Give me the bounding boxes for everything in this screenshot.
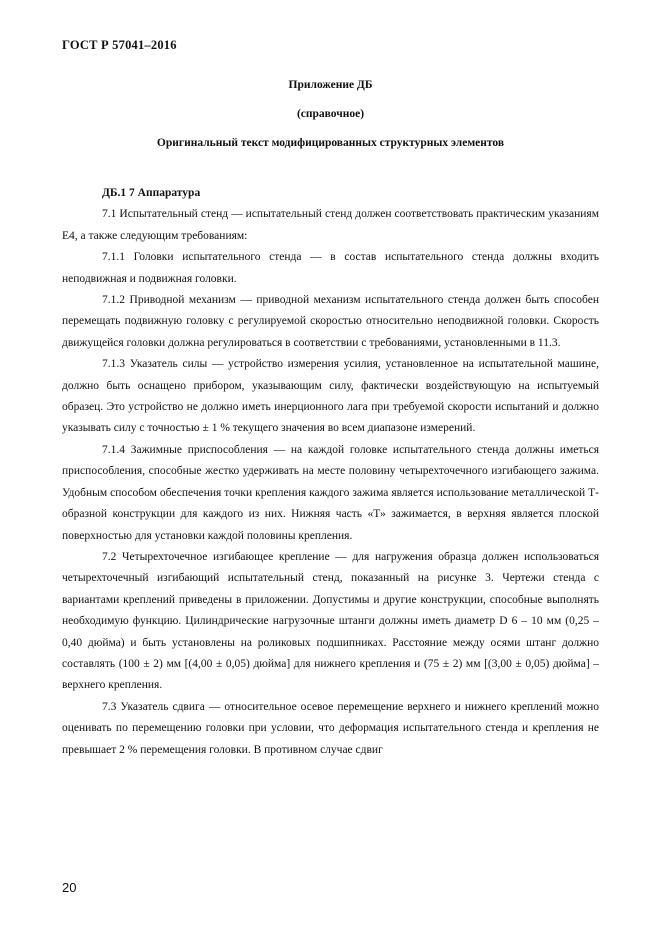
appendix-subject: Оригинальный текст модифицированных структурных элементов xyxy=(156,137,505,149)
appendix-type: (справочное) xyxy=(296,108,365,120)
section-heading: ДБ.1 7 Аппаратура xyxy=(102,187,201,199)
paragraph-7-1: 7.1 Испытательный стенд — испытательный стенд должен соответствовать практическим указаниям E4, а также следующим требованиям: xyxy=(62,208,599,242)
paragraph-7-1-1: 7.1.1 Головки испытательного стенда — в состав испытательного стенда должны входить неподвижная и подвижная головки. xyxy=(62,251,599,285)
standard-header: ГОСТ Р 57041–2016 xyxy=(62,38,177,52)
paragraph-7-1-2: 7.1.2 Приводной механизм — приводной механизм испытательного стенда должен быть способен перемещать подвижную головку с регулируемой скоростью относительно неподвижной головки. Скорость движущейся головки должна регулироваться в соответствии с требованиями, установленными в 11.3. xyxy=(62,294,599,349)
paragraph-7-2: 7.2 Четырехточечное изгибающее крепление — для нагружения образца должен использоваться четырехточечный изгибающий испытательный стенд, показанный на рисунке 3. Чертежи стенда с вариантами креплений приведены в приложении. Допустимы и другие конструкции, способные выполнять необходимую функцию. Цилиндрические нагрузочные штанги должны иметь диаметр D 6 – 10 мм (0,25 – 0,40 дюйма) и быть установлены на роликовых подшипниках. Расстояние между осями штанг должно составлять (100 ± 2) мм [(4,00 ± 0,05) дюйма] для нижнего крепления и (75 ± 2) мм [(3,00 ± 0,05) дюйма] –верхнего крепления. xyxy=(62,550,599,692)
page-number: 20 xyxy=(62,880,77,895)
paragraph-7-1-3: 7.1.3 Указатель силы — устройство измерения усилия, установленное на испытательной машине, должно быть оснащено прибором, указывающим силу, фактически воздействующую на испытуемый образец. Это устройство не должно иметь инерционного лага при требуемой скорости испытаний и должно указывать силу с точностью ± 1 % текущего значения во всем диапазоне измерений. xyxy=(62,358,599,435)
paragraph-7-1-4: 7.1.4 Зажимные приспособления — на каждой головке испытательного стенда должны иметься приспособления, способные жестко удерживать на месте половину четырехточечного изгибающего зажима. Удобным способом обеспечения точки крепления каждого зажима является использование металлической Т-образной конструкции для каждого из них. Нижняя часть «Т» зажимается, в верхняя является плоской поверхностью для установки каждой половины крепления. xyxy=(62,443,599,542)
paragraph-7-3: 7.3 Указатель сдвига — относительное осевое перемещение верхнего и нижнего креплений можно оценивать по перемещению головки при условии, что деформация испытательного стенда и крепления не превышает 2 % перемещения головки. В противном случае сдвиг xyxy=(62,700,599,756)
section-body xyxy=(62,183,599,761)
appendix-title: Приложение ДБ xyxy=(288,79,373,91)
